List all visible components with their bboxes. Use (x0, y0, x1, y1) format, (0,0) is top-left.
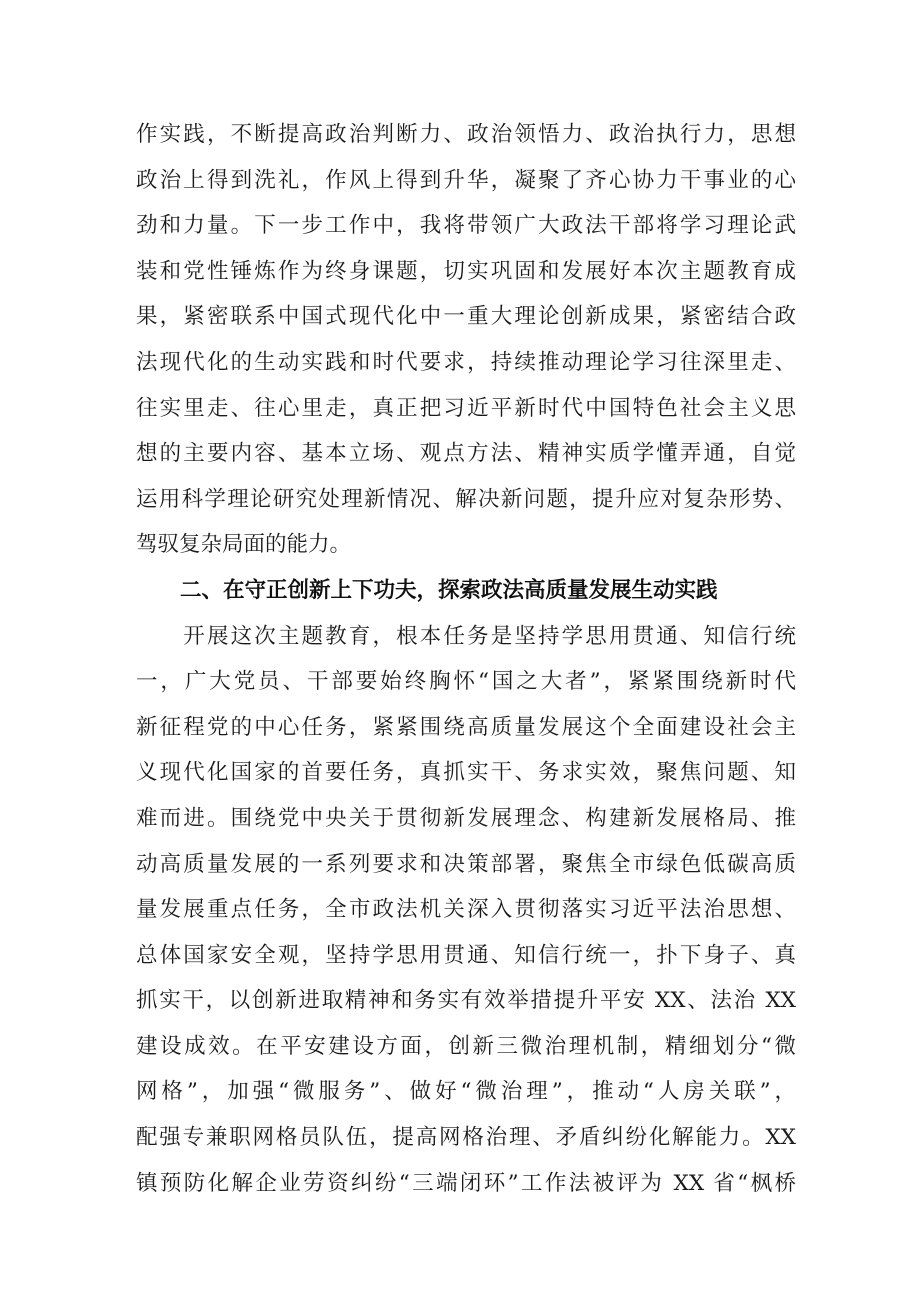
text-line: 新征程党的中心任务，紧紧围绕高质量发展这个全面建设社会主 (136, 714, 796, 740)
text-line: 总体国家安全观，坚持学思用贯通、知信行统一，扑下身子、真 (136, 942, 796, 968)
text-line: 镇预防化解企业劳资纠纷“三端闭环”工作法被评为 XX 省“枫桥 (136, 1170, 796, 1196)
section-heading: 二、在守正创新上下功夫，探索政法高质量发展生动实践 (180, 577, 718, 603)
text-line: 运用科学理论研究处理新情况、解决新问题，提升应对复杂形势、 (136, 486, 796, 512)
text-line: 抓实干，以创新进取精神和务实有效举措提升平安 XX、法治 XX (136, 988, 796, 1014)
text-line: 一，广大党员、干部要始终胸怀“国之大者”，紧紧围绕新时代 (136, 669, 796, 695)
text-line: 往实里走、往心里走，真正把习近平新时代中国特色社会主义思 (136, 395, 796, 421)
text-line: 义现代化国家的首要任务，真抓实干、务求实效，聚焦问题、知 (136, 760, 796, 786)
text-line: 装和党性锤炼作为终身课题，切实巩固和发展好本次主题教育成 (136, 258, 796, 284)
text-line: 动高质量发展的一系列要求和决策部署，聚焦全市绿色低碳高质 (136, 851, 796, 877)
text-line: 配强专兼职网格员队伍，提高网格治理、矛盾纠纷化解能力。XX (136, 1125, 796, 1151)
text-line: 驾驭复杂局面的能力。 (136, 532, 352, 558)
text-line: 量发展重点任务，全市政法机关深入贯彻落实习近平法治思想、 (136, 897, 796, 923)
text-line: 网格”，加强“微服务”、做好“微治理”，推动“人房关联”， (136, 1079, 796, 1105)
text-line: 建设成效。在平安建设方面，创新三微治理机制，精细划分“微 (136, 1033, 796, 1059)
text-line: 难而进。围绕党中央关于贯彻新发展理念、构建新发展格局、推 (136, 805, 796, 831)
document-body (136, 112, 796, 1206)
text-line: 作实践，不断提高政治判断力、政治领悟力、政治执行力，思想 (136, 122, 796, 147)
paragraph-continuation (136, 112, 796, 568)
paragraph-section-two (136, 614, 796, 1207)
text-line: 果，紧密联系中国式现代化中一重大理论创新成果，紧密结合政 (136, 304, 796, 330)
text-line: 法现代化的生动实践和时代要求，持续推动理论学习往深里走、 (136, 349, 796, 375)
text-line: 政治上得到洗礼，作风上得到升华，凝聚了齐心协力干事业的心 (136, 167, 796, 193)
text-line: 开展这次主题教育，根本任务是坚持学思用贯通、知信行统 (136, 623, 796, 649)
text-line: 劲和力量。下一步工作中，我将带领广大政法干部将学习理论武 (136, 213, 796, 239)
text-line: 想的主要内容、基本立场、观点方法、精神实质学懂弄通，自觉 (136, 441, 796, 467)
